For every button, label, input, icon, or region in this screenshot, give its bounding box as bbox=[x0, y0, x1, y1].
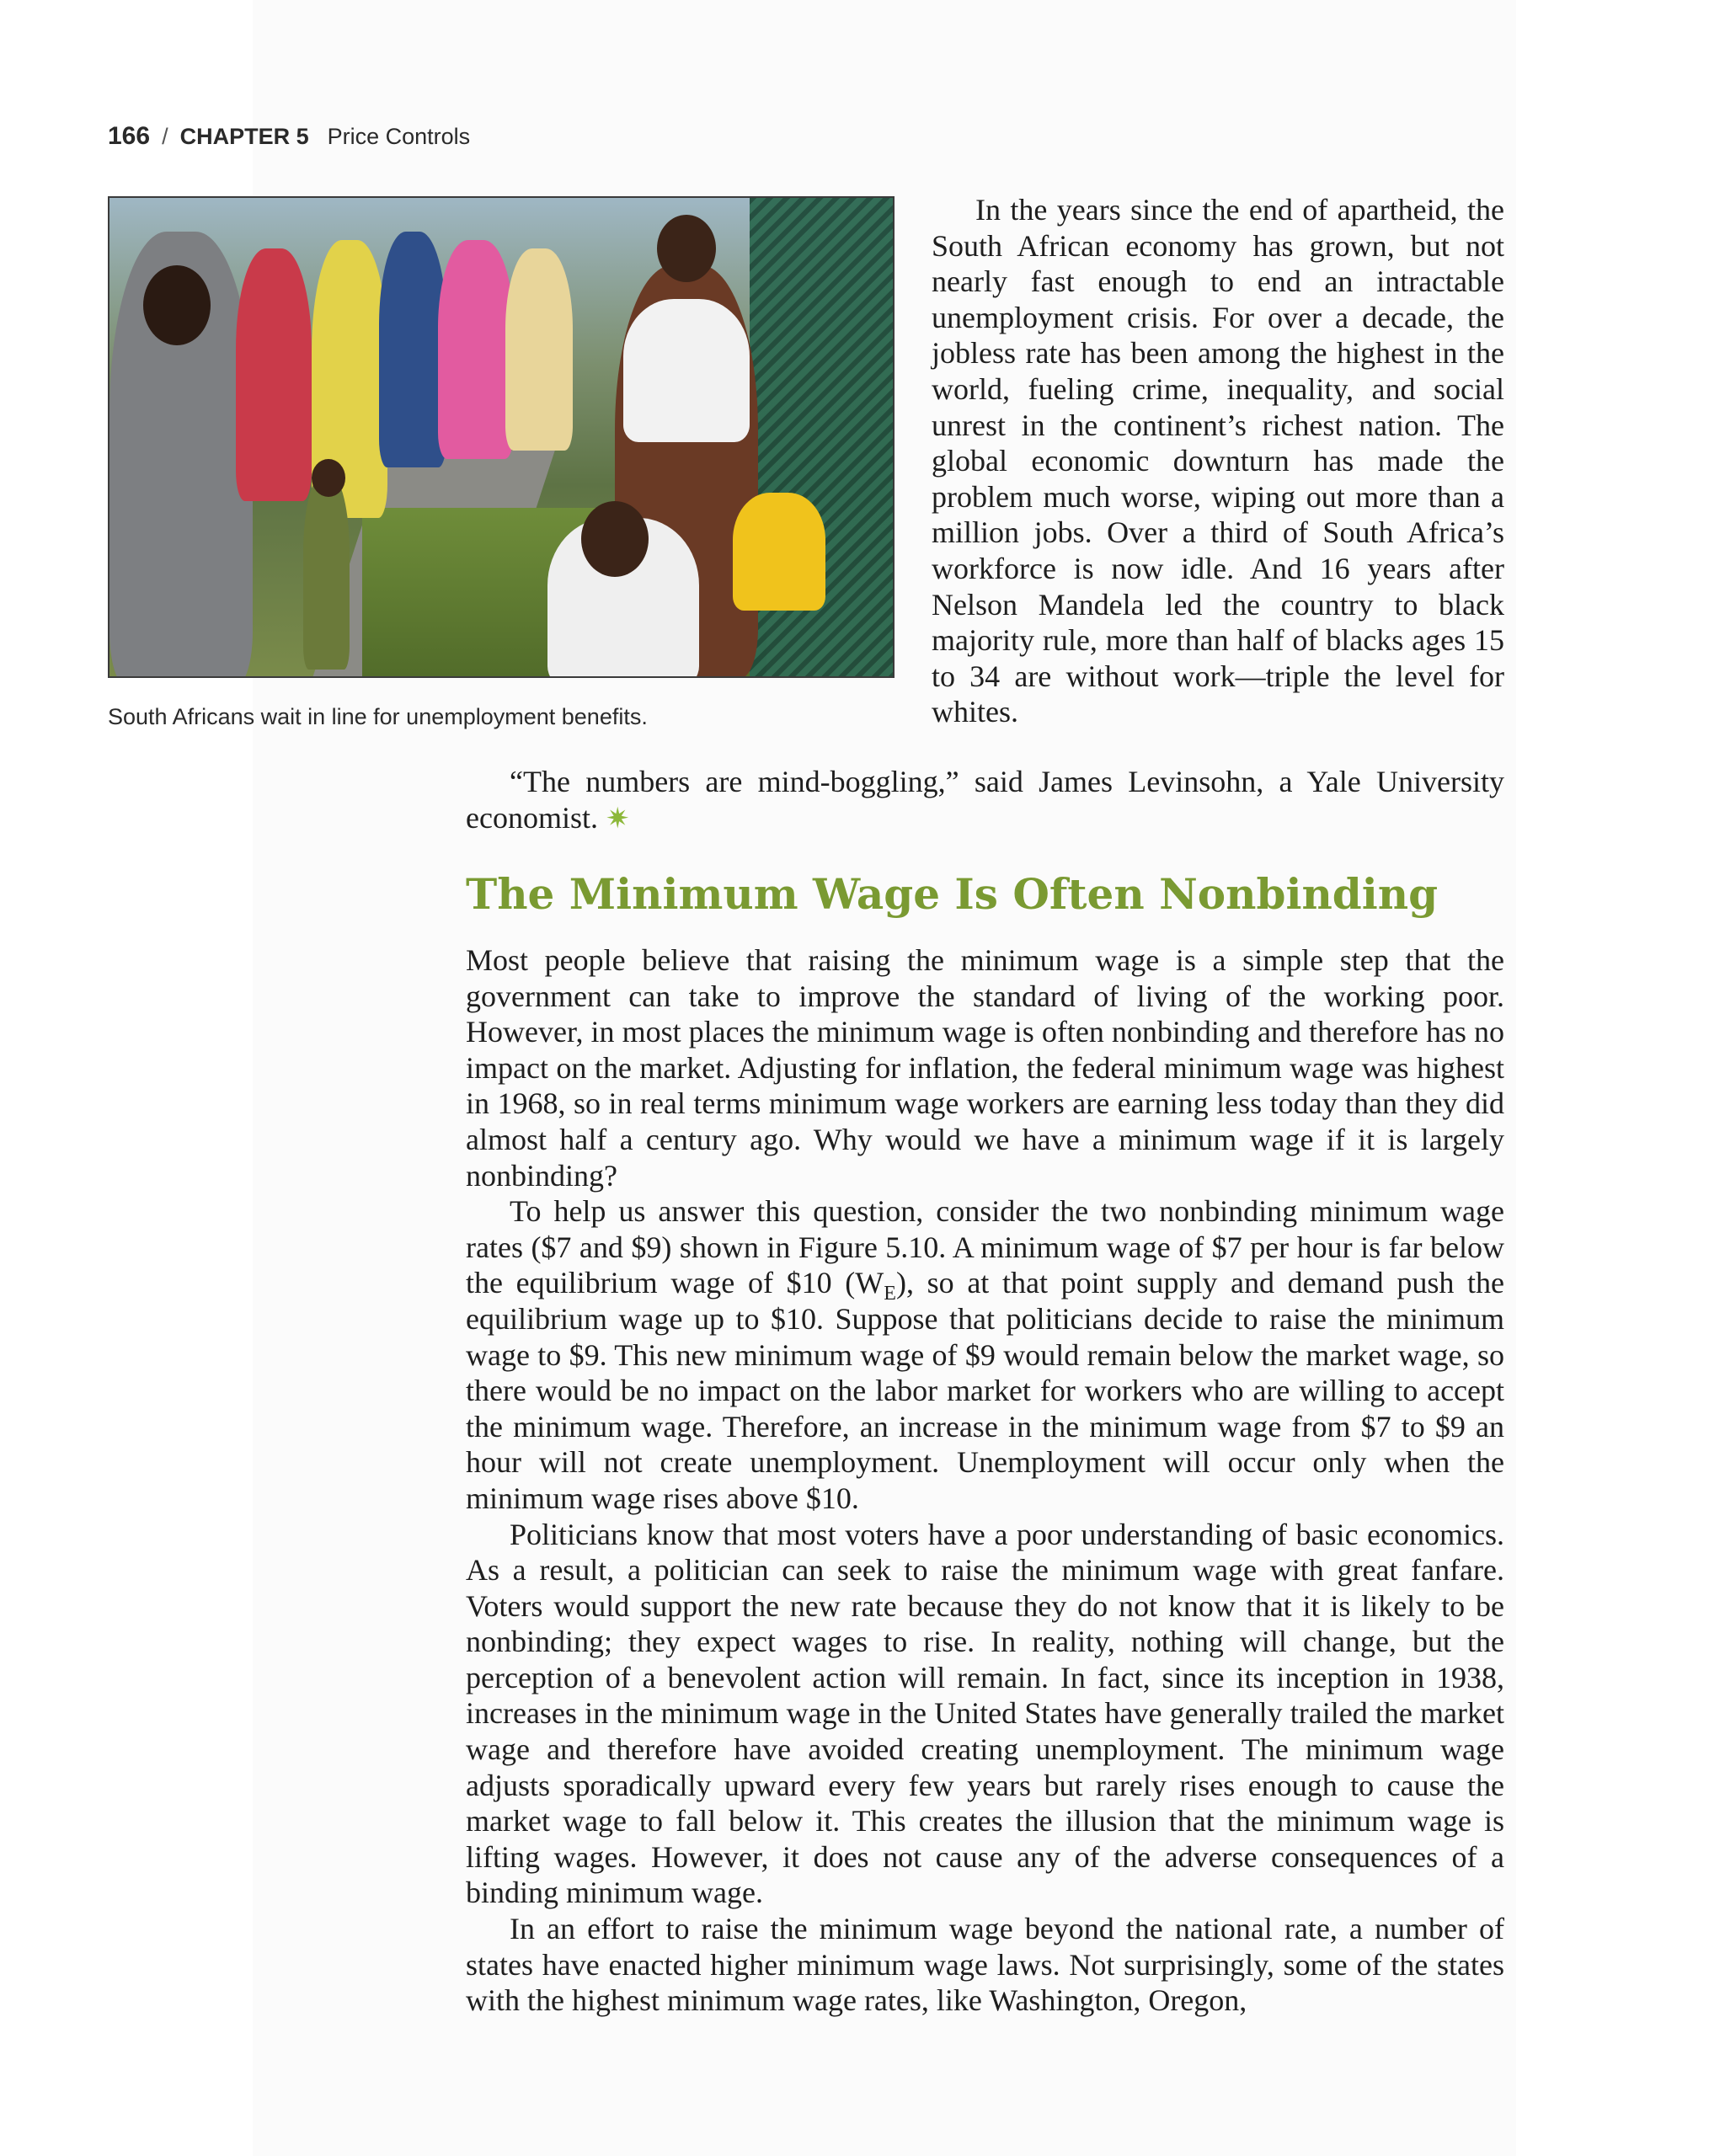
sidebar-quote-paragraph bbox=[466, 764, 1504, 837]
header-separator: / bbox=[162, 124, 168, 149]
body-text: ), so at that point supply and demand push the equilibrium wage up to $10. Suppose that politicians decide to raise the minimum wage to $9. This new minimum wage of $9 would remain below the market wage, so there would be no impact on the labor market for workers who are willing to accept the minimum wage. Therefore, an increase in the minimum wage from $7 to $9 an hour will not create unemployment. Unemployment will occur only when the minimum wage rises above $10. bbox=[466, 1266, 1504, 1515]
body-paragraph: In an effort to raise the minimum wage beyond the national rate, a number of states have enacted higher minimum wage laws. Not surprisingly, some of the states with the highest minimum wage rates, like Washington, Oregon, bbox=[466, 1912, 1504, 2018]
body-paragraph bbox=[466, 1193, 1504, 1516]
chapter-title: Price Controls bbox=[327, 124, 471, 149]
person-child-head bbox=[312, 459, 345, 497]
story-end-mark-icon: ✷ bbox=[605, 803, 630, 835]
person-child bbox=[303, 476, 350, 670]
chapter-label: CHAPTER 5 bbox=[179, 124, 309, 149]
person-crowd-1 bbox=[236, 248, 312, 501]
body-paragraph: Politicians know that most voters have a poor understanding of basic economics. As a result, a politician can seek to raise the minimum wage with great fanfare. Voters would support the new rate because they do not know that it is likely to be nonbinding; they expect wages to rise. In reality, nothing will change, but the perception of a benevolent action will remain. In fact, since its inception in 1938, increases in the minimum wage in the United States have generally trailed the market wage and therefore have avoided creating unemployment. The minimum wage adjusts sporadically upward every few years but rarely rises enough to cause the market wage to fall below it. This creates the illusion that the minimum wage is lifting wages. However, it does not cause any of the adverse consequences of a binding minimum wage. bbox=[466, 1517, 1504, 1910]
page-number: 166 bbox=[108, 122, 151, 150]
sidebar-story-text bbox=[932, 192, 1504, 730]
unemployment-line-photo bbox=[108, 196, 895, 678]
sidebar-paragraph: In the years since the end of apartheid, the South African economy has grown, but not nearly fast enough to end an intractable unemployment crisis. For over a decade, the jobless rate has been among the highest in the world, fueling crime, inequality, and social unrest in the continent’s richest nation. The global economic downturn has made the problem much worse, wiping out more than a million jobs. Over a third of South Africa’s workforce is now idle. And 16 years after Nelson Mandela led the country to black majority rule, more than half of blacks ages 15 to 34 are without work—triple the level for whites. bbox=[932, 193, 1504, 729]
person-seated-yellow bbox=[733, 493, 825, 611]
subscript-e: E bbox=[884, 1283, 896, 1305]
photo-caption: South Africans wait in line for unemployment benefits. bbox=[108, 704, 648, 729]
section-heading: The Minimum Wage Is Often Nonbinding bbox=[466, 869, 1439, 919]
person-crowd-4 bbox=[438, 240, 514, 459]
body-paragraph: Most people believe that raising the minimum wage is a simple step that the government can take to improve the standard of living of the working poor. However, in most places the minimum wage is often nonbinding and therefore has no impact on the market. Adjusting for inflation, the federal minimum wage was highest in 1968, so in real terms minimum wage workers are earning less today than they did almost half a century ago. Why would we have a minimum wage if it is largely nonbinding? bbox=[466, 943, 1504, 1193]
body-text: To help us answer this question, consider the two nonbinding minimum wage rates ($7 and $9) shown in Figure 5.10. A minimum wage of $7 per hour is far below the equilibrium wage of $10 (W bbox=[466, 1194, 1504, 1300]
section-body bbox=[466, 942, 1504, 2019]
person-seated-woman-head bbox=[581, 501, 649, 577]
person-standing-woman-head bbox=[657, 215, 716, 282]
running-header bbox=[108, 120, 470, 153]
person-crowd-3 bbox=[379, 232, 446, 467]
person-standing-woman-top bbox=[623, 299, 750, 442]
sidebar-story-quote bbox=[466, 764, 1504, 837]
person-hooded-head bbox=[143, 265, 211, 345]
sidebar-quote-text: “The numbers are mind-boggling,” said James Levinsohn, a Yale University economist. bbox=[466, 765, 1504, 835]
person-crowd-5 bbox=[505, 248, 573, 451]
